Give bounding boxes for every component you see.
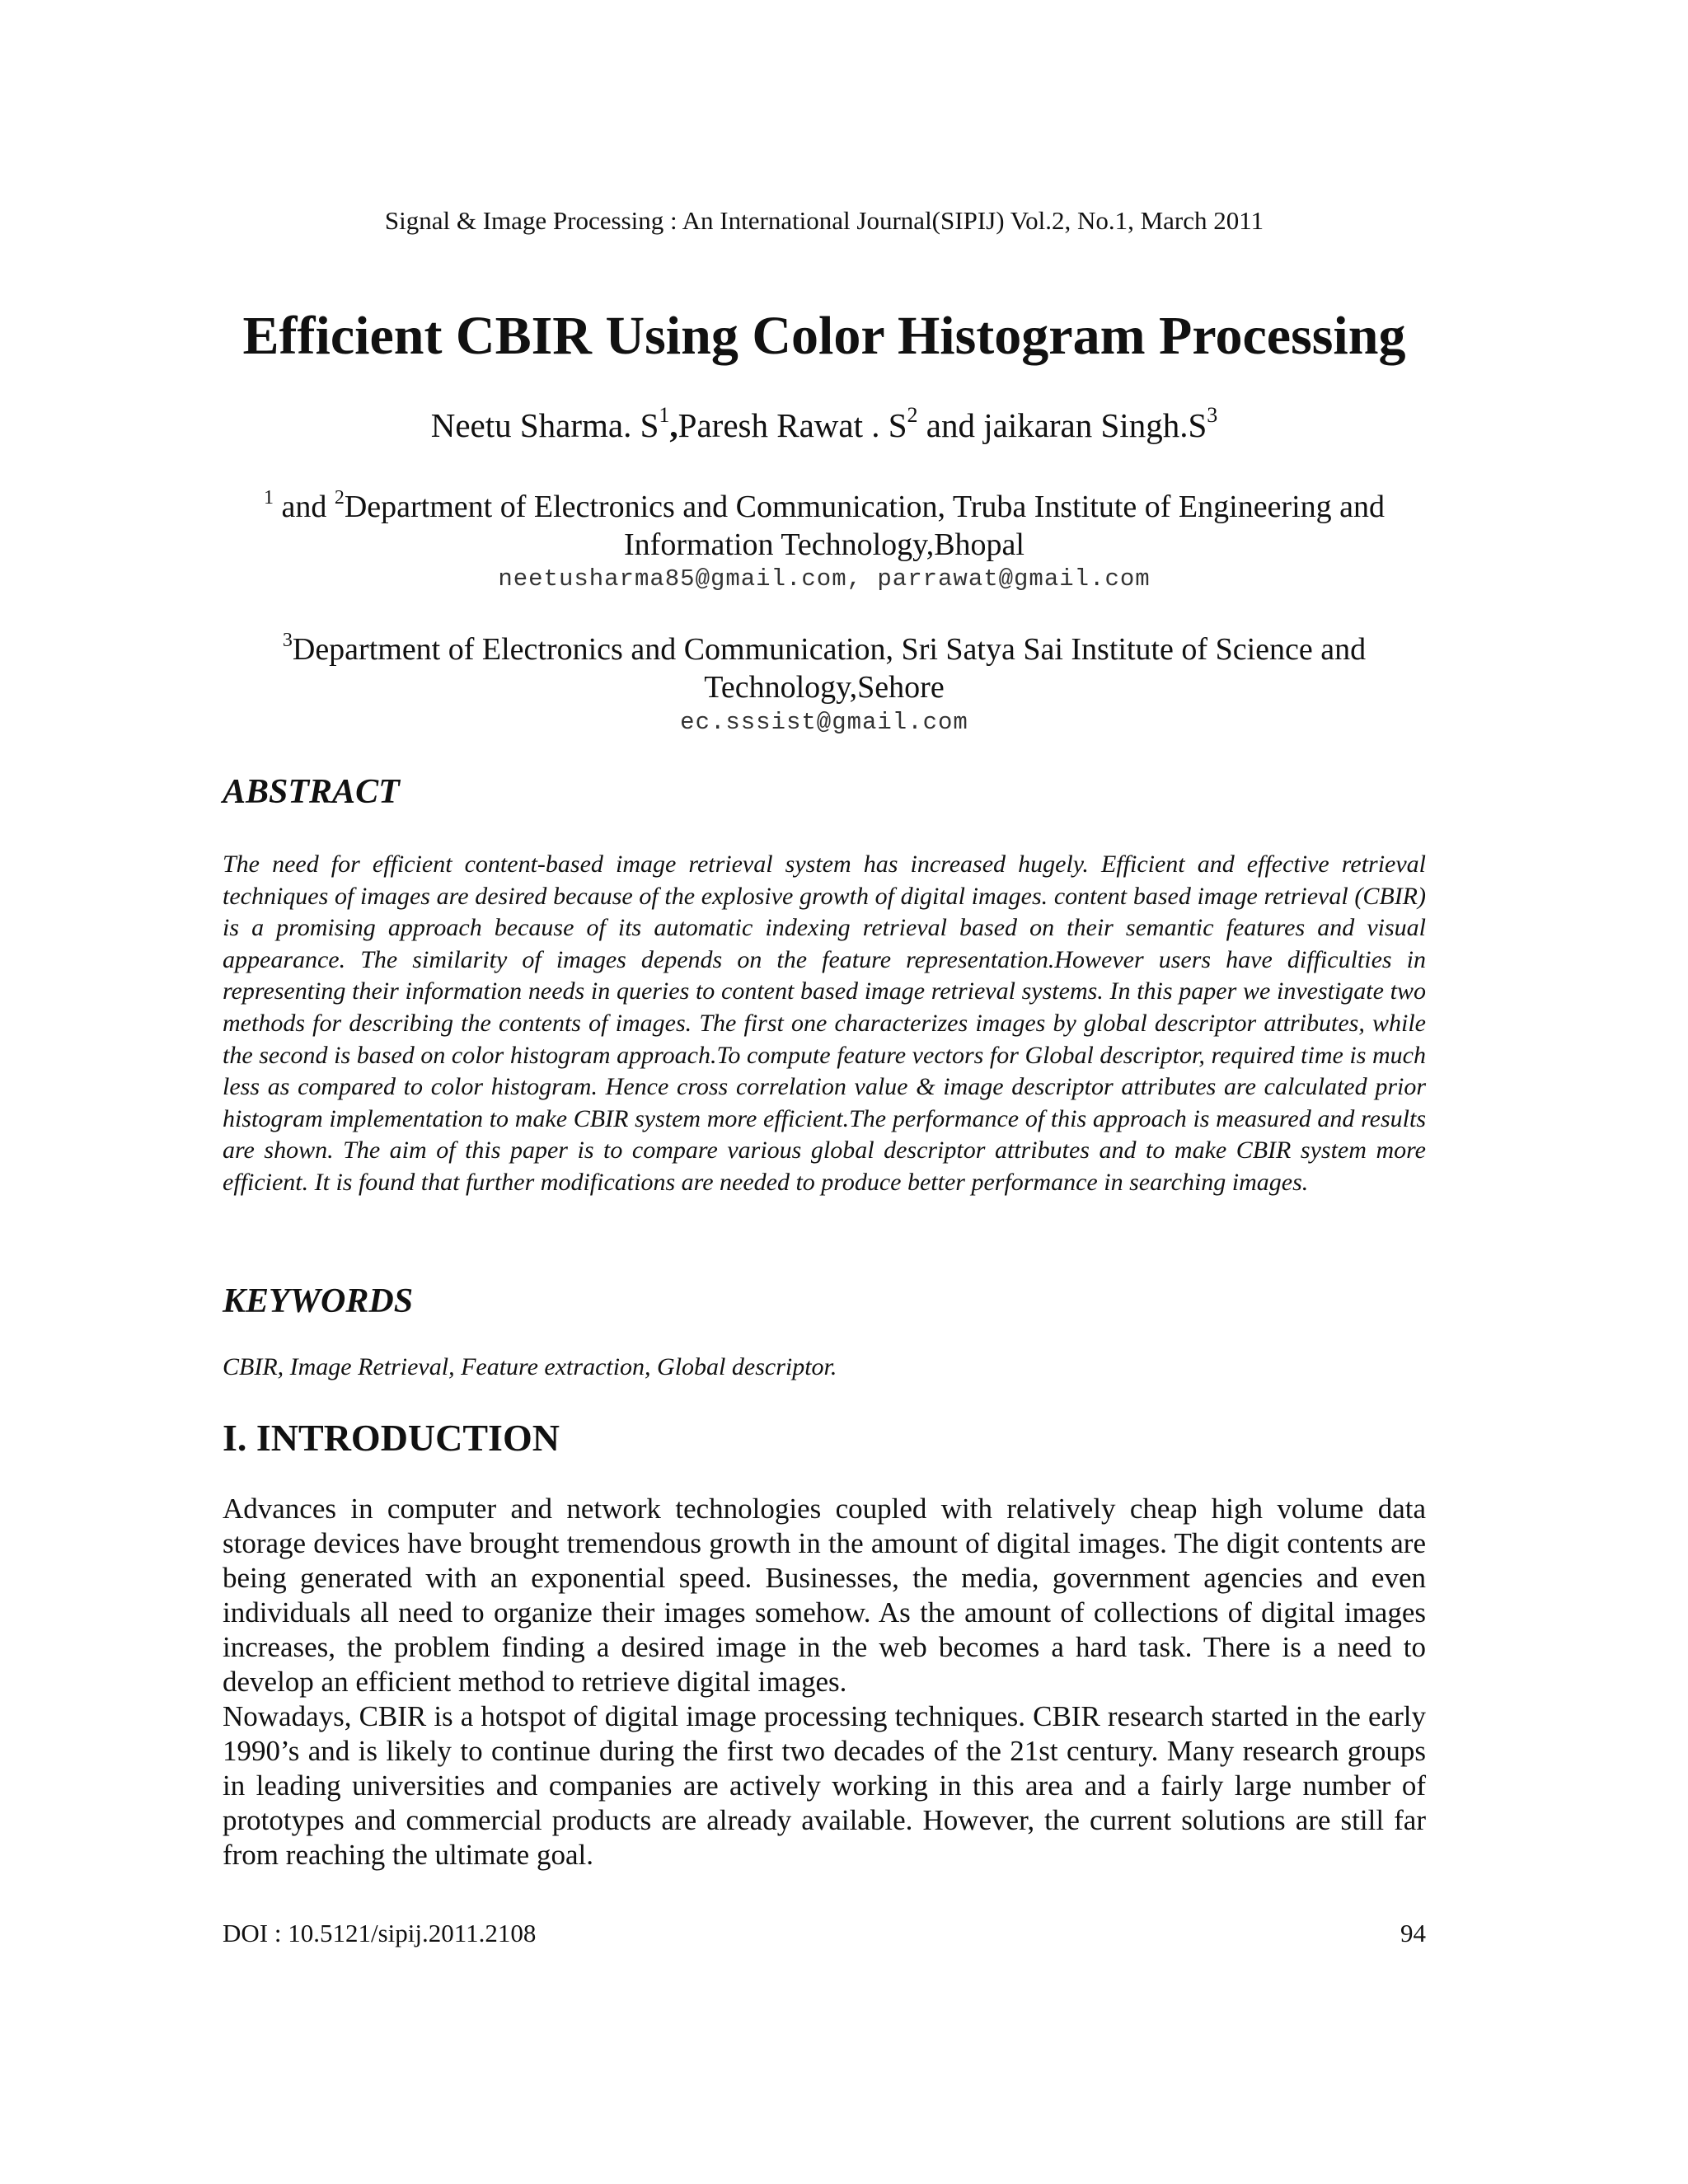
author-3-sup: 3 bbox=[1207, 403, 1218, 427]
author-2: Paresh Rawat . S bbox=[678, 406, 907, 444]
abstract-heading: ABSTRACT bbox=[223, 773, 400, 811]
introduction-paragraph-1: Advances in computer and network technologies coupled with relatively cheap high volume data storage devices have brought tremendous growth in the amount of digital images. The digit contents are being generated with an exponential speed. Businesses, the media, government agencies and even individuals all need to organize their images somehow. As the amount of collections of digital images increases, the problem finding a desired image in the web becomes a hard task. There is a need to develop an efficient method to retrieve digital images. bbox=[223, 1493, 1426, 1698]
author-1-sup: 1 bbox=[659, 403, 670, 427]
affiliation-2-email: ec.sssist@gmail.com bbox=[680, 709, 968, 736]
footer-doi: DOI : 10.5121/sipij.2011.2108 bbox=[223, 1919, 537, 1947]
affiliation-2-sup: 3 bbox=[282, 630, 293, 651]
author-2-sup: 2 bbox=[907, 403, 918, 427]
affiliation-1-and: and bbox=[273, 490, 335, 524]
affiliation-2-line2: Technology,Sehore bbox=[704, 670, 945, 705]
running-header: Signal & Image Processing : An International Journal(SIPIJ) Vol.2, No.1, March 2011 bbox=[384, 206, 1264, 235]
introduction-paragraph-2: Nowadays, CBIR is a hotspot of digital image processing techniques. CBIR research started in the early 1990’s and is likely to continue during the first two decades of the 21st century. Many research groups in leading universities and companies are actively working in this area and a fairly large number of prototypes and commercial products are already available. However, the current solutions are still far from reaching the ultimate goal. bbox=[223, 1700, 1426, 1871]
author-1: Neetu Sharma. S bbox=[430, 406, 659, 444]
affiliation-1-line2: Information Technology,Bhopal bbox=[624, 527, 1025, 562]
affiliation-1-sup-a: 1 bbox=[263, 487, 274, 509]
keywords-text: CBIR, Image Retrieval, Feature extraction, Global descriptor. bbox=[223, 1353, 837, 1380]
author-line bbox=[0, 405, 1648, 445]
affiliation-1 bbox=[223, 488, 1426, 564]
affiliation-1-sup-b: 2 bbox=[334, 487, 345, 509]
introduction-heading: I. INTRODUCTION bbox=[223, 1417, 560, 1459]
abstract-text: The need for efficient content-based image retrieval system has increased hugely. Efficient and effective retrieval techniques of images are desired because of the explosive growth of digital images. content based image retrieval (CBIR) is a promising approach because of its automatic indexing retrieval based on their semantic features and visual appearance. The similarity of images depends on the feature representation.However users have difficulties in representing their information needs in queries to content based image retrieval systems. In this paper we investigate two methods for describing the contents of images. The first one characterizes images by global descriptor attributes, while the second is based on color histogram approach.To compute feature vectors for Global descriptor, required time is much less as compared to color histogram. Hence cross correlation value & image descriptor attributes are calculated prior histogram implementation to make CBIR system more efficient.The performance of this approach is measured and results are shown. The aim of this paper is to compare various global descriptor attributes and to make CBIR system more efficient. It is found that further modifications are needed to produce better performance in searching images. bbox=[223, 851, 1426, 1196]
introduction-body bbox=[223, 1492, 1426, 1872]
paper-title: Efficient CBIR Using Color Histogram Processing bbox=[242, 306, 1406, 366]
affiliation-1-email: neetusharma85@gmail.com, parrawat@gmail.com bbox=[498, 565, 1151, 593]
affiliation-1-line1: Department of Electronics and Communication, Truba Institute of Engineering and bbox=[344, 490, 1386, 524]
affiliation-2 bbox=[223, 630, 1426, 706]
page-number: 94 bbox=[1400, 1919, 1426, 1947]
affiliation-2-line1: Department of Electronics and Communication, Sri Satya Sai Institute of Science and bbox=[292, 632, 1367, 667]
author-3: and jaikaran Singh.S bbox=[917, 406, 1207, 444]
keywords-heading: KEYWORDS bbox=[223, 1282, 414, 1320]
author-separator: , bbox=[669, 406, 678, 444]
